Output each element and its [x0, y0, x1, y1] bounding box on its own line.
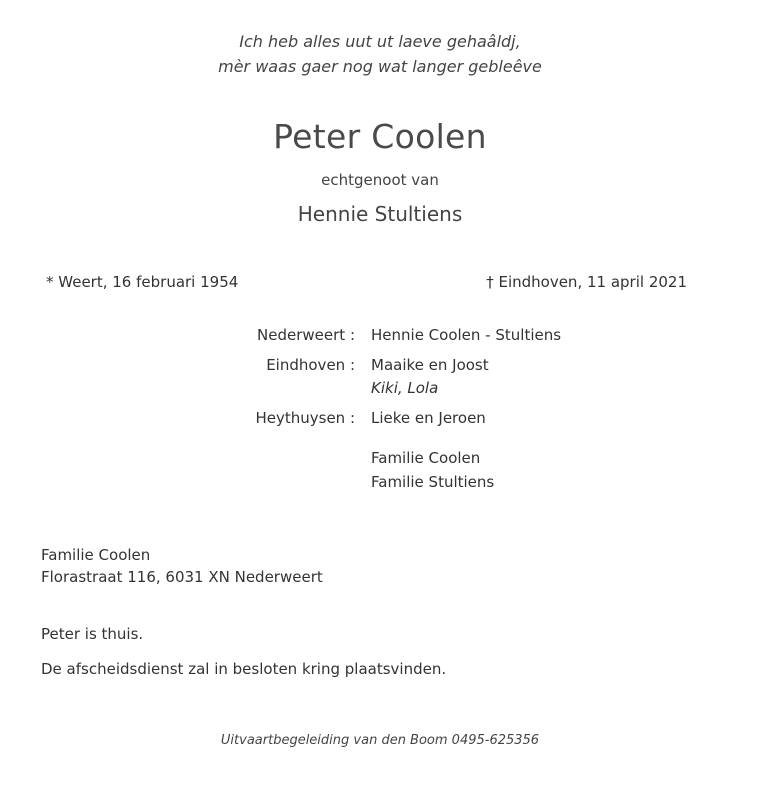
note-home: Peter is thuis.	[41, 625, 144, 643]
family-sub-2: Kiki, Lola	[371, 379, 439, 397]
relation-text: echtgenoot van	[321, 171, 439, 189]
family-names-2: Maaike en Joost	[371, 356, 489, 374]
family-place-2: Eindhoven :	[266, 356, 355, 374]
relative-1: Familie Coolen	[371, 449, 481, 467]
verse-line-1: Ich heb alles uut ut laeve gehaâldj,	[239, 32, 521, 51]
spouse-name: Hennie Stultiens	[297, 202, 463, 226]
undertaker-footer: Uitvaartbegeleiding van den Boom 0495-625356	[220, 733, 540, 748]
family-place-1: Nederweert :	[257, 326, 355, 344]
verse-line-2: mèr waas gaer nog wat langer gebleêve	[218, 57, 542, 76]
death-date: † Eindhoven, 11 april 2021	[486, 273, 687, 291]
family-names-3: Lieke en Jeroen	[371, 409, 486, 427]
family-place-3: Heythuysen :	[255, 409, 355, 427]
family-names-1: Hennie Coolen - Stultiens	[371, 326, 562, 344]
note-service: De afscheidsdienst zal in besloten kring plaatsvinden.	[41, 660, 447, 678]
deceased-name: Peter Coolen	[273, 117, 487, 156]
birth-date: * Weert, 16 februari 1954	[46, 273, 239, 291]
address-line-2: Florastraat 116, 6031 XN Nederweert	[41, 568, 323, 586]
address-line-1: Familie Coolen	[41, 546, 151, 564]
relative-2: Familie Stultiens	[371, 473, 495, 491]
